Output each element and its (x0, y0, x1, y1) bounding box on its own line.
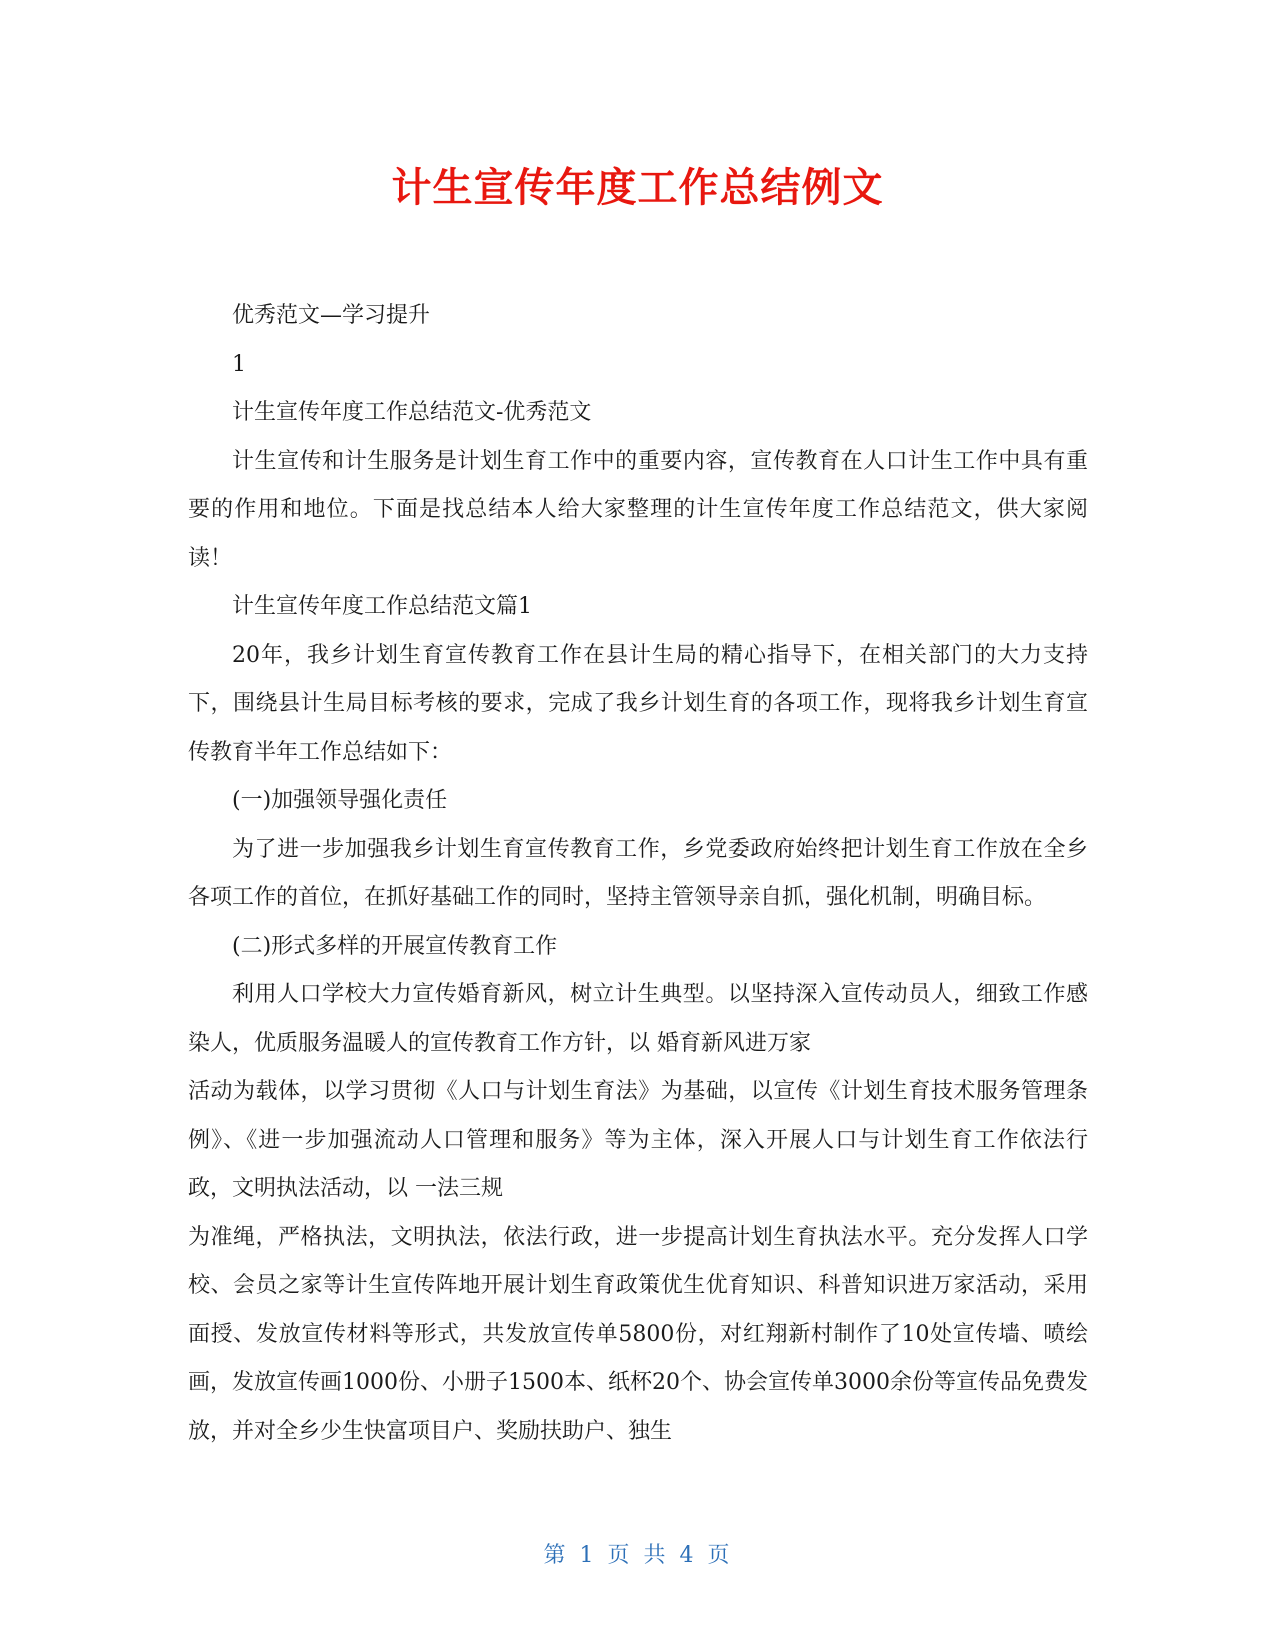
paragraph-propaganda-b: 活动为载体，以学习贯彻《人口与计划生育法》为基础，以宣传《计划生育技术服务管理条例》、《进一步加强流动人口管理和服务》等为主体，深入开展人口与计划生育工作依法行政，文明执法活动，以 一法三规 (188, 1079, 1088, 1201)
footer-total-label: 共 (643, 1543, 668, 1568)
footer-page-label: 第 (543, 1543, 568, 1568)
paragraph-leadership: 为了进一步加强我乡计划生育宣传教育工作，乡党委政府始终把计划生育工作放在全乡各项工作的首位，在抓好基础工作的同时，坚持主管领导亲自抓，强化机制，明确目标。 (188, 836, 1088, 910)
paragraph-number: 1 (232, 351, 246, 377)
footer-current-page: 1 (579, 1543, 596, 1568)
paragraph-heading-one: (一)加强领导强化责任 (232, 788, 448, 813)
paragraph-source: 优秀范文—学习提升 (232, 303, 431, 328)
document-body (188, 292, 1088, 1456)
footer-total-pages: 4 (679, 1543, 696, 1568)
paragraph-overview: 20年，我乡计划生育宣传教育工作在县计生局的精心指导下，在相关部门的大力支持下，围绕县计生局目标考核的要求，完成了我乡计划生育的各项工作，现将我乡计划生育宣传教育半年工作总结如下： (188, 642, 1088, 765)
paragraph-subtitle: 计生宣传年度工作总结范文-优秀范文 (232, 400, 592, 425)
paragraph-intro: 计生宣传和计生服务是计划生育工作中的重要内容，宣传教育在人口计生工作中具有重要的作用和地位。下面是找总结本人给大家整理的计生宣传年度工作总结范文，供大家阅读！ (188, 448, 1088, 571)
paragraph-propaganda-c: 为准绳，严格执法，文明执法，依法行政，进一步提高计划生育执法水平。充分发挥人口学校、会员之家等计生宣传阵地开展计划生育政策优生优育知识、科普知识进万家活动，采用面授、发放宣传材料等形式，共发放宣传单5800份，对红翔新村制作了10处宣传墙、喷绘画，发放宣传画1000份、小册子1500本、纸杯20个、协会宣传单3000余份等宣传品免费发放，并对全乡少生快富项目户、奖励扶助户、独生 (188, 1224, 1088, 1444)
page-footer (0, 1538, 1275, 1569)
paragraph-propaganda-a: 利用人口学校大力宣传婚育新风，树立计生典型。以坚持深入宣传动员人，细致工作感染人，优质服务温暖人的宣传教育工作方针，以 婚育新风进万家 (188, 982, 1088, 1056)
footer-page-unit: 页 (607, 1543, 632, 1568)
paragraph-section-heading: 计生宣传年度工作总结范文篇1 (232, 594, 532, 619)
paragraph-heading-two: (二)形式多样的开展宣传教育工作 (232, 933, 558, 959)
footer-page-unit-2: 页 (707, 1543, 732, 1568)
document-title: 计生宣传年度工作总结例文 (391, 165, 884, 211)
